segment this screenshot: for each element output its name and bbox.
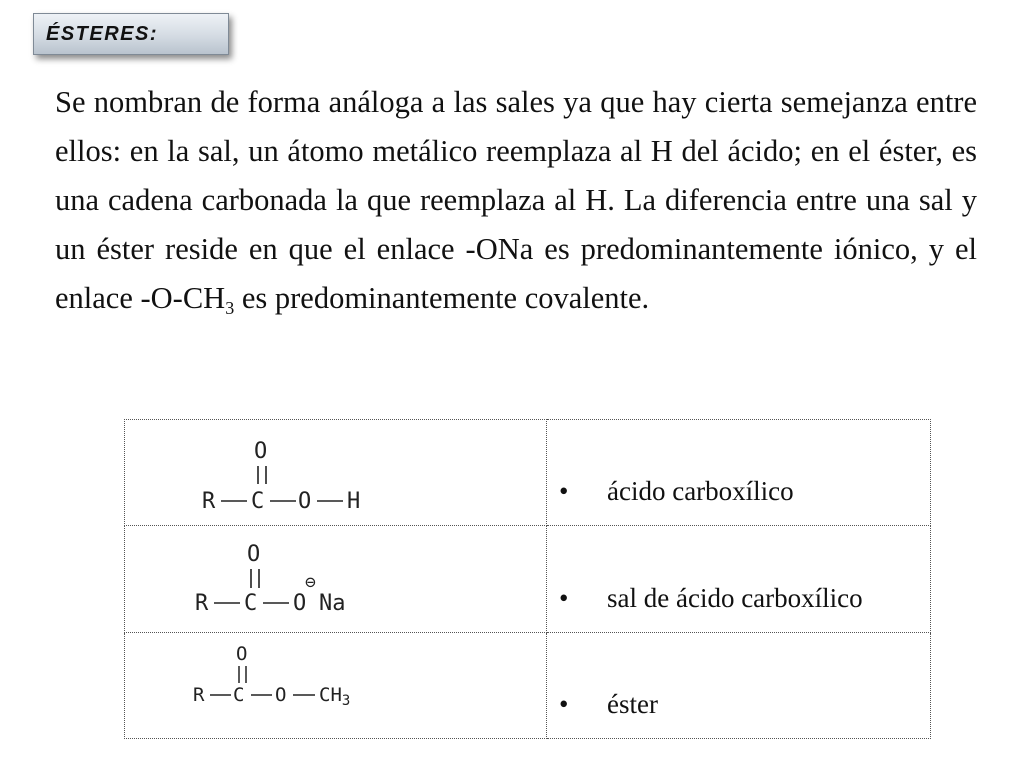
formula-cell-salt: [125, 526, 547, 632]
paragraph-text: Se nombran de forma análoga a las sales ya que hay cierta semejanza entre ellos: en la sal, un átomo metálico reemplaza al H del ácido; en el éster, es una cadena carbonada la que reemplaza al H. La diferencia entre una sal y un éster reside en que el enlace -ONa es predominantemente iónico, y el enlace -O-CH: [55, 85, 977, 315]
r-group: R: [202, 489, 216, 514]
compound-label: ácido carboxílico: [607, 476, 794, 507]
section-title: ÉSTERES:: [46, 23, 159, 45]
list-item: [559, 476, 794, 507]
methyl-subscript: 3: [341, 692, 351, 709]
section-title-box: [33, 13, 229, 55]
formula-cell-ester: [125, 632, 547, 738]
carboxylic-acid-formula: [125, 420, 546, 526]
paragraph-text-end: es predominantemente covalente.: [234, 281, 650, 315]
formula-cell-acid: [125, 420, 547, 526]
carbonyl-oxygen: O: [254, 439, 268, 464]
carbon-atom: C: [233, 683, 245, 706]
methyl-ch: CH: [319, 683, 342, 706]
bullet-icon: •: [559, 689, 569, 719]
table-row-salt: [125, 526, 931, 632]
ester-formula: [125, 633, 546, 739]
label-cell-acid: [547, 420, 931, 526]
label-cell-salt: [547, 526, 931, 632]
structure-table: [124, 419, 931, 739]
hydroxyl-oxygen: O: [298, 489, 312, 514]
carbon-atom: C: [244, 591, 258, 617]
label-cell-ester: [547, 632, 931, 738]
sodium-atom: Na: [319, 591, 346, 617]
oxygen-atom: O: [293, 591, 307, 617]
carbonyl-oxygen: O: [247, 542, 261, 568]
r-group: R: [193, 683, 205, 706]
compound-label: éster: [607, 689, 658, 719]
oxygen-atom: O: [275, 683, 287, 706]
bullet-icon: •: [559, 476, 569, 507]
table-row-ester: [125, 632, 931, 738]
body-paragraph: [55, 78, 977, 327]
carbonyl-oxygen: O: [236, 642, 248, 665]
list-item: [559, 583, 863, 614]
methyl-group: [319, 684, 350, 709]
table-row-acid: [125, 420, 931, 526]
carbon-atom: C: [251, 489, 265, 514]
carboxylate-salt-formula: [125, 526, 546, 632]
subscript-3: 3: [225, 298, 235, 318]
list-item: [559, 689, 658, 720]
hydrogen-atom: H: [347, 489, 361, 514]
compound-label: sal de ácido carboxílico: [607, 582, 863, 613]
negative-charge-icon: ⊖: [305, 572, 316, 594]
r-group: R: [195, 591, 209, 617]
bullet-icon: •: [559, 582, 569, 613]
